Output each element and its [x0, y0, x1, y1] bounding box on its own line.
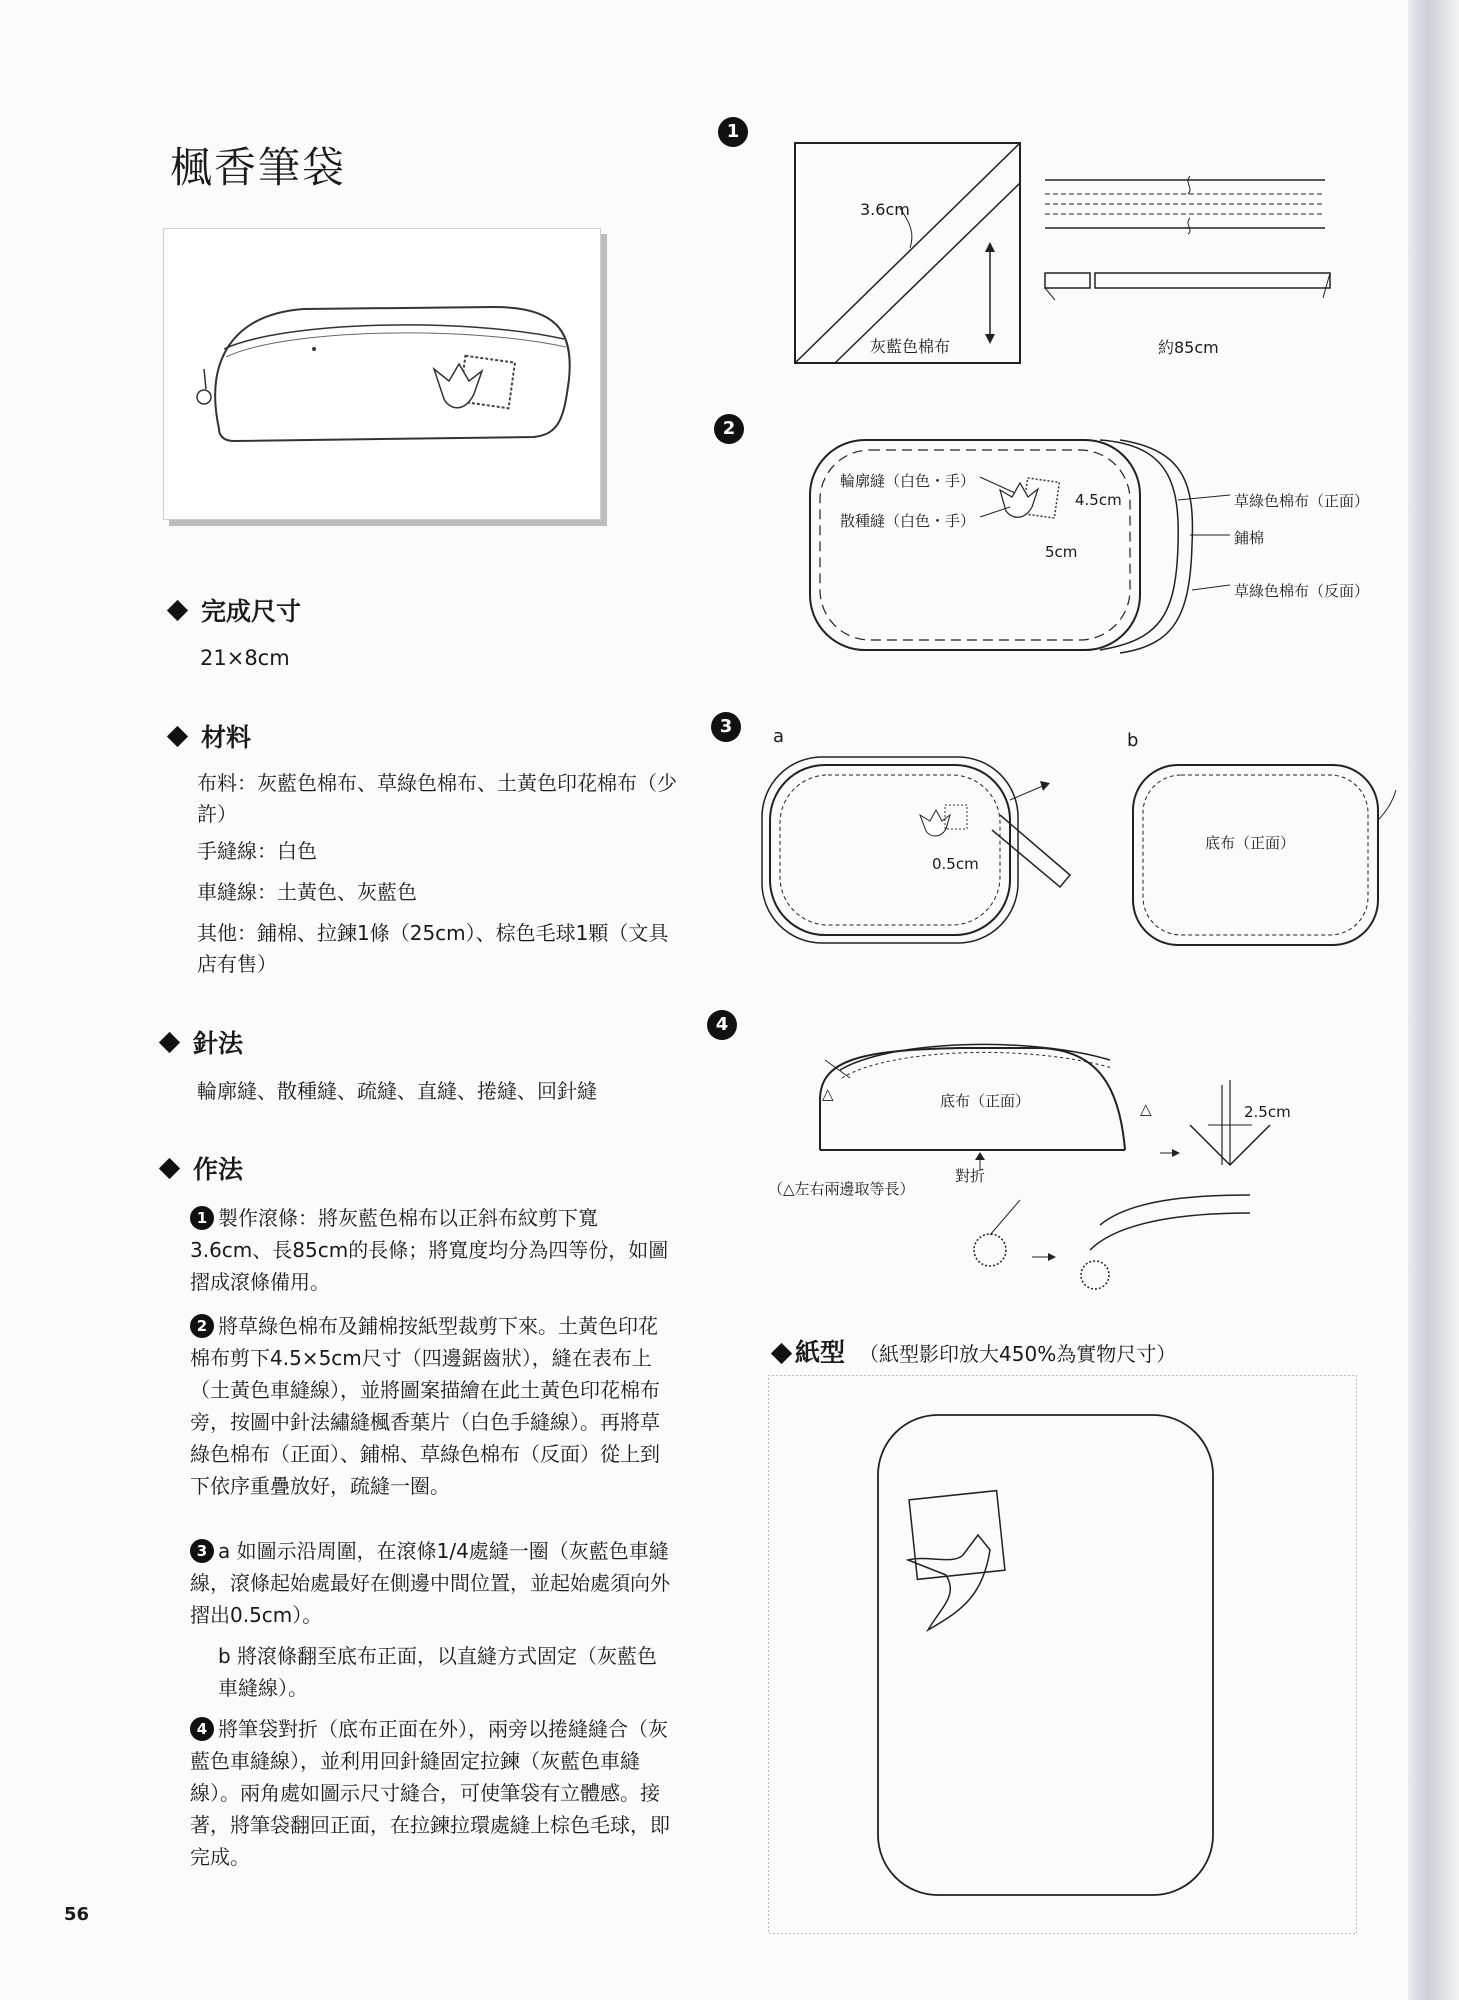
material-item: 手縫線：白色	[197, 839, 317, 863]
method-step: 3 a 如圖示沿周圍，在滾條1/4處縫一圈（灰藍色車縫線，滾條起始處最好在側邊中間位置，並起始處須向外摺出0.5cm）。	[190, 1539, 670, 1627]
figure-3a-binding-diagram	[760, 755, 1070, 955]
method-step: 4 將筆袋對折（底布正面在外），兩旁以捲縫縫合（灰藍色車縫線），並利用回針縫固定拉鍊（灰藍色車縫線）。兩角處如圖示尺寸縫合，可使筆袋有立體感。接著，將筆袋翻回正面，在拉鍊拉環處縫上棕色毛球，即完成。	[190, 1717, 670, 1869]
figure-3b-label: b	[1127, 730, 1139, 751]
pattern-heading: 紙型 （紙型影印放大450%為實物尺寸）	[774, 1333, 1176, 1369]
pattern-note: （紙型影印放大450%為實物尺寸）	[859, 1342, 1177, 1366]
page-title: 楓香筆袋	[170, 143, 347, 192]
layer-back-label: 草綠色棉布（反面）	[1234, 582, 1370, 600]
fold-label: 對折	[955, 1167, 986, 1185]
diamond-bullet-icon	[159, 1157, 180, 1178]
triangle-right-mark: △	[1140, 1100, 1152, 1118]
diamond-bullet-icon	[167, 599, 188, 620]
bias-width-label: 3.6cm	[860, 200, 910, 219]
method-heading: 作法	[162, 1150, 243, 1186]
seed-stitch-label: 散種縫（白色・手）	[840, 512, 976, 530]
stitches-heading: 針法	[162, 1024, 243, 1060]
diamond-bullet-icon	[771, 1343, 792, 1364]
diamond-bullet-icon	[159, 1031, 180, 1052]
materials-heading: 材料	[170, 718, 251, 754]
patch-width-label: 4.5cm	[1075, 491, 1122, 509]
bias-fabric-label: 灰藍色棉布	[870, 337, 951, 356]
figure-1-bias-strip-diagram	[790, 138, 1210, 378]
page-number: 56	[64, 1904, 90, 1925]
corner-size-label: 2.5cm	[1244, 1103, 1291, 1121]
outline-stitch-label: 輪廓縫（白色・手）	[840, 472, 976, 490]
material-item: 布料：灰藍色棉布、草綠色棉布、土黃色印花棉布（少許）	[197, 771, 677, 826]
material-item: 其他：鋪棉、拉鍊1條（25cm）、棕色毛球1顆（文具店有售）	[197, 921, 669, 976]
page-edge-shadow	[1408, 0, 1459, 2000]
step-number: 2	[190, 1314, 214, 1338]
figure-4-corner-diagram	[1160, 1075, 1300, 1185]
figure-2-number: 2	[714, 414, 744, 444]
patch-height-label: 5cm	[1045, 543, 1078, 561]
triangle-left-mark: △	[822, 1085, 834, 1103]
step-number: 3	[190, 1539, 214, 1563]
figure-3a-label: a	[773, 726, 785, 747]
step-number: 4	[190, 1717, 214, 1741]
figure-3b-binding-diagram	[1128, 760, 1398, 950]
figure-4-number: 4	[707, 1010, 737, 1040]
size-heading: 完成尺寸	[170, 592, 301, 628]
equal-length-note: （△左右兩邊取等長）	[768, 1180, 915, 1198]
base-fabric-label-3b: 底布（正面）	[1205, 834, 1296, 852]
layer-batting-label: 鋪棉	[1234, 529, 1265, 547]
base-fabric-label-4: 底布（正面）	[940, 1092, 1031, 1110]
figure-4-pompom-diagram	[960, 1195, 1260, 1305]
figure-3-number: 3	[711, 712, 741, 742]
size-value: 21×8cm	[200, 646, 290, 670]
method-step: 2 將草綠色棉布及鋪棉按紙型裁剪下來。土黃色印花棉布剪下4.5×5cm尺寸（四邊鋸齒狀），縫在表布上（土黃色車縫線），並將圖案描繪在此土黃色印花棉布旁，按圖中針法繡縫楓香葉片（白色手縫線）。再將草綠色棉布（正面）、鋪棉、草綠色棉布（反面）從上到下依序重疊放好，疏縫一圈。	[190, 1314, 660, 1498]
pattern-template	[768, 1375, 1358, 1935]
product-photo	[163, 228, 601, 520]
bias-length-label: 約85cm	[1158, 338, 1219, 357]
method-step: b 將滾條翻至底布正面，以直縫方式固定（灰藍色車縫線）。	[218, 1644, 658, 1700]
figure-1-number: 1	[718, 117, 748, 147]
material-item: 車縫線：土黃色、灰藍色	[197, 880, 417, 904]
offset-label: 0.5cm	[932, 855, 979, 873]
method-step: 1 製作滾條：將灰藍色棉布以正斜布紋剪下寬3.6cm、長85cm的長條；將寬度均分為四等份，如圖摺成滾條備用。	[190, 1206, 669, 1294]
layer-top-label: 草綠色棉布（正面）	[1234, 492, 1370, 510]
diamond-bullet-icon	[167, 725, 188, 746]
step-number: 1	[190, 1206, 214, 1230]
stitches-list: 輪廓縫、散種縫、疏縫、直縫、捲縫、回針縫	[197, 1079, 597, 1103]
